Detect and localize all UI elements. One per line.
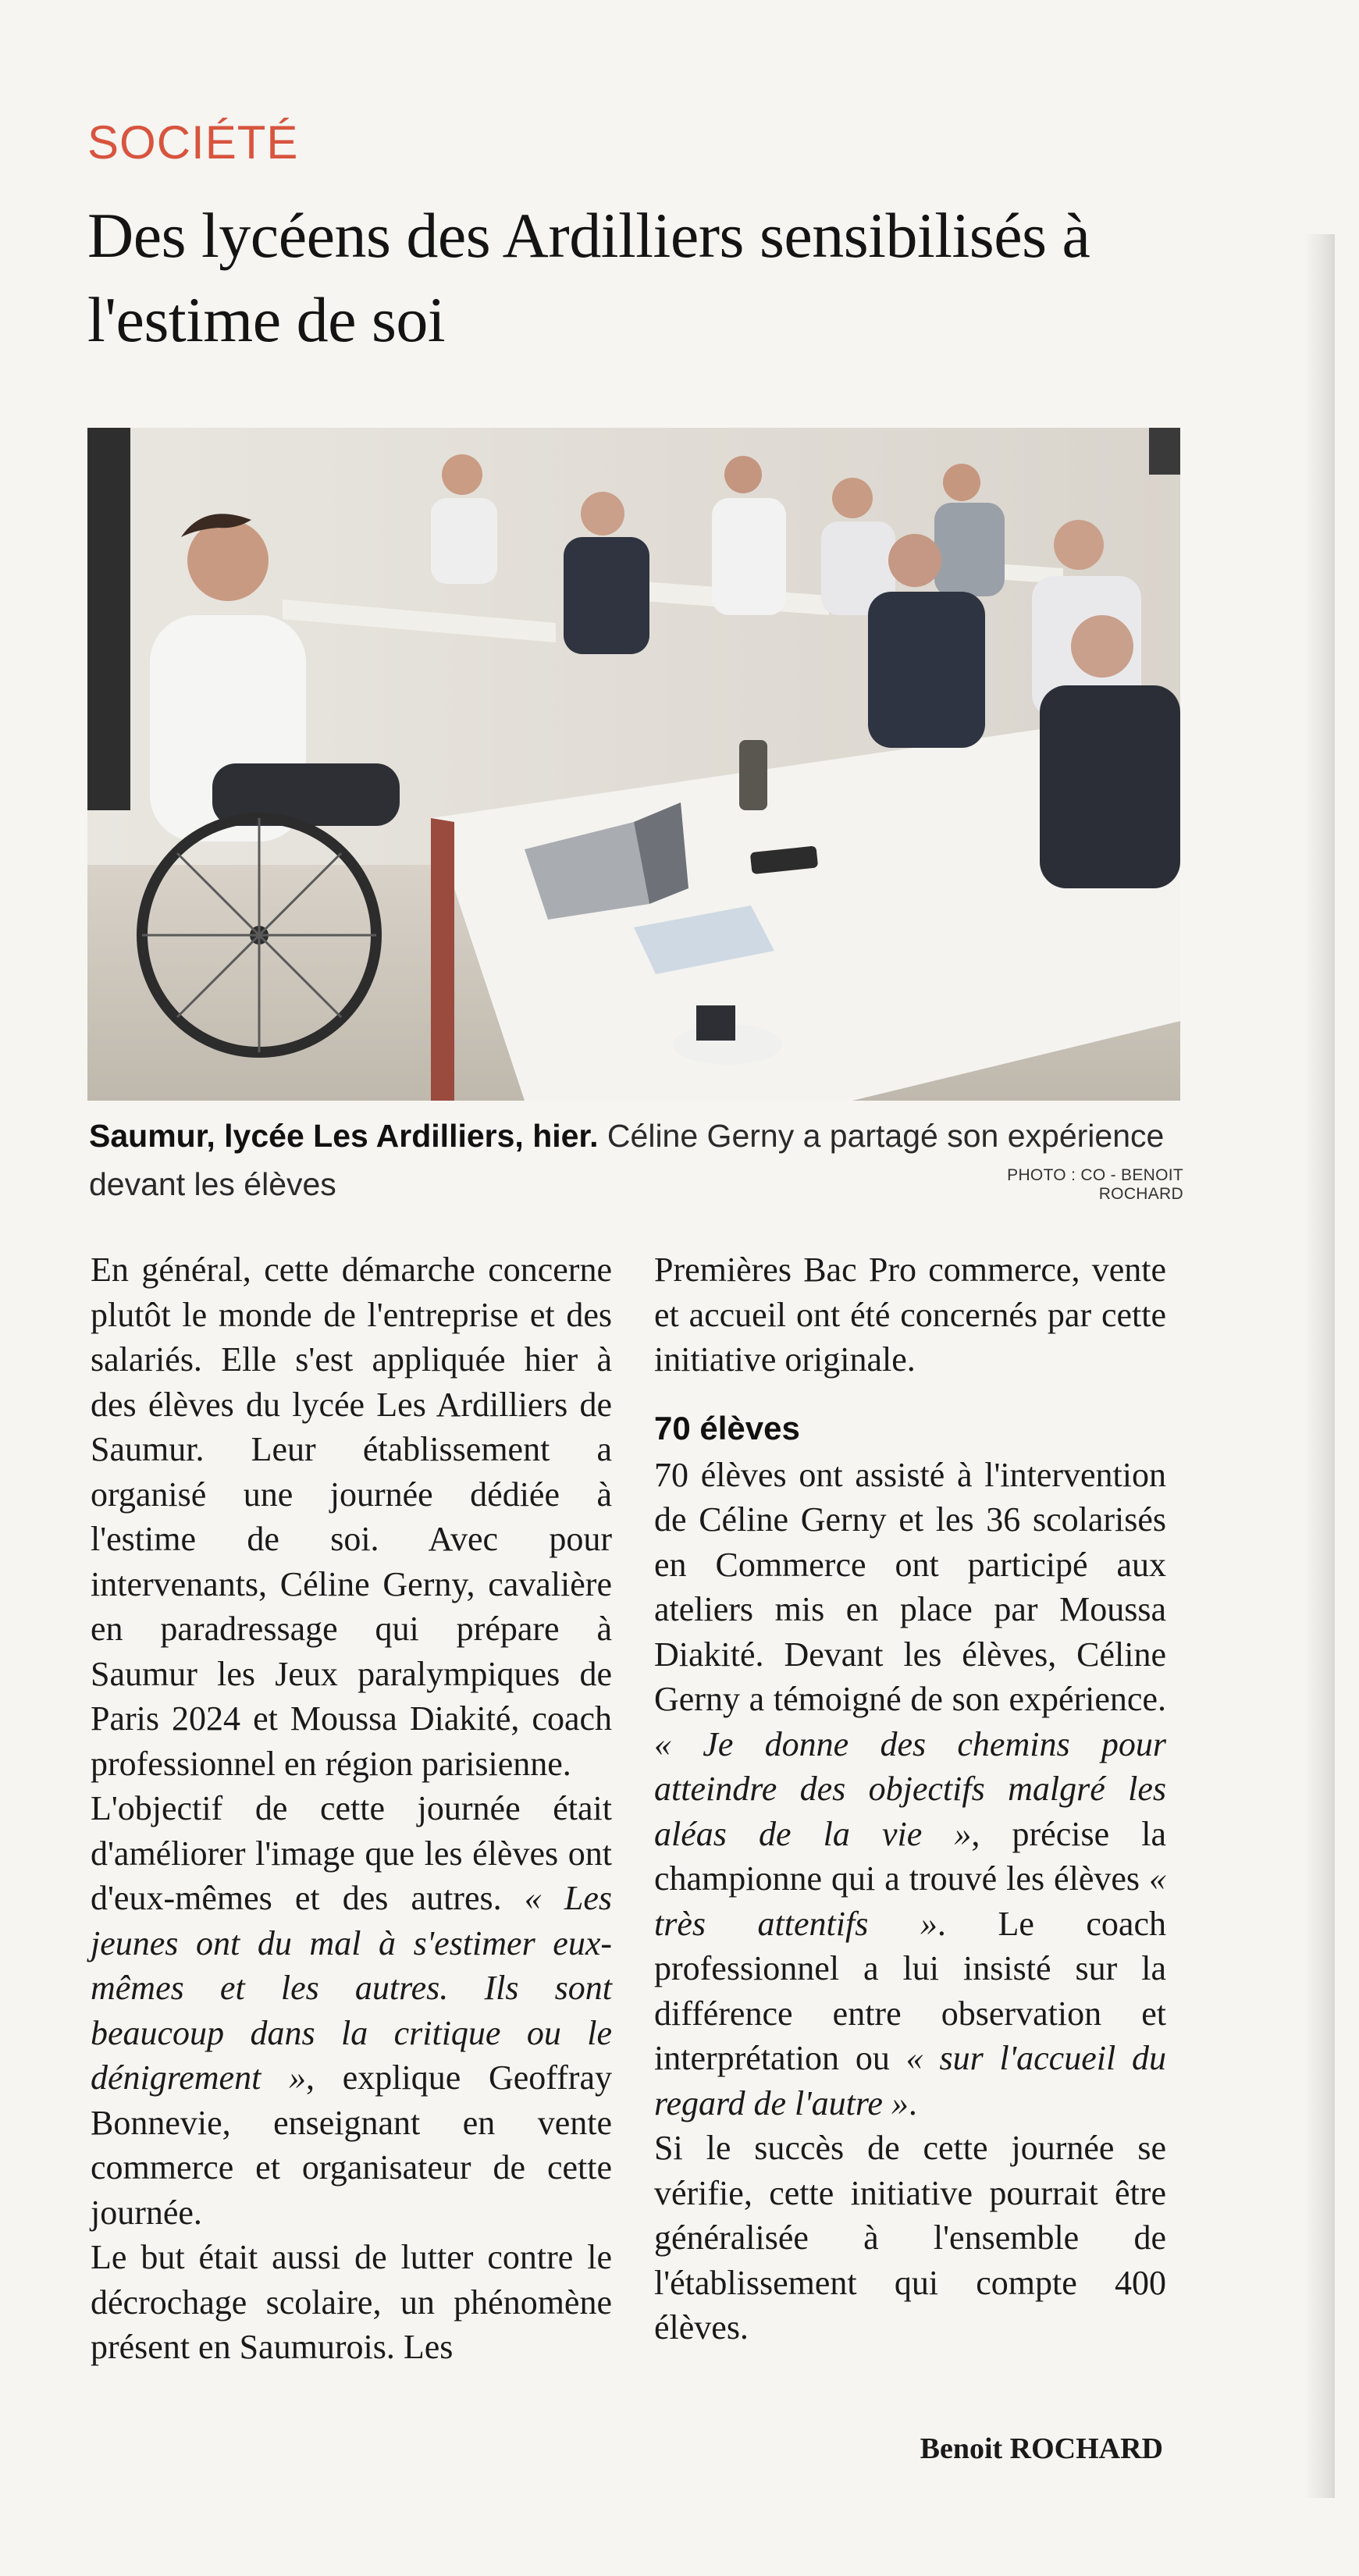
article-column-left — [91, 1247, 612, 2370]
paragraph-classes: Premières Bac Pro commerce, vente et accueil ont été concernés par cette initiative originale. — [654, 1251, 1166, 1379]
intervention-text: 70 élèves ont assisté à l'intervention de Céline Gerny et les 36 scolarisés en Commerce ont participé aux ateliers mis en place par Moussa Diakité. Devant les élèves, Céline Gerny a témoigné de son expérience. — [654, 1455, 1166, 1718]
author-byline: Benoit ROCHARD — [920, 2432, 1163, 2465]
objective-attribution: , explique Geoffray Bonnevie, enseignant en vente commerce et organisateur de cette journée. — [91, 2058, 612, 2232]
intervention-text-4: . — [908, 2083, 917, 2122]
speaker-quote: « Je donne des chemins pour atteindre des objectifs malgré les aléas de la vie » — [654, 1724, 1166, 1853]
photo-credit: PHOTO : CO - BENOIT ROCHARD — [1007, 1166, 1183, 1203]
teacher-quote: « Les jeunes ont du mal à s'estimer eux-mêmes et les autres. Ils sont beaucoup dans la critique ou le dénigrement » — [91, 1879, 612, 2097]
caption-location: Saumur, lycée Les Ardilliers, hier. — [89, 1118, 599, 1154]
coach-quote: « sur l'accueil du regard de l'autre » — [654, 2039, 1166, 2122]
intervention-text-3: . Le coach professionnel a lui insisté sur la différence entre observation et interprétation ou — [654, 1904, 1166, 2077]
article-headline: Des lycéens des Ardilliers sensibilisés à l'estime de soi — [87, 200, 1090, 355]
caption-description: Céline Gerny a partagé son expérience devant les élèves — [89, 1118, 1165, 1202]
intervention-text-2: , précise la championne qui a trouvé les élèves — [654, 1814, 1166, 1898]
paragraph-conclusion: Si le succès de cette journée se vérifie, cette initiative pourrait être généralisée à l'ensemble de l'établissement qui compte 400 élèves. — [654, 2129, 1166, 2347]
students-quote: « très attentifs » — [654, 1859, 1166, 1943]
section-rubric: SOCIÉTÉ — [87, 116, 299, 169]
classroom-photo-illustration — [87, 428, 1180, 1101]
article-column-right — [654, 1247, 1166, 2350]
paragraph-intro: En général, cette démarche concerne plutôt le monde de l'entreprise et des salariés. Elle s'est appliquée hier à des élèves du lycée Les Ardilliers de Saumur. Leur établissement a organisé une journée dédiée à l'estime de soi. Avec pour intervenants, Céline Gerny, cavalière en paradressage qui prépare à Saumur les Jeux paralympiques de Paris 2024 et Moussa Diakité, coach professionnel en région parisienne. — [91, 1251, 612, 1783]
article-photo — [87, 428, 1180, 1101]
paragraph-intervention — [654, 1453, 1166, 2126]
page-edge-shadow — [1304, 234, 1335, 2498]
objective-text: L'objectif de cette journée était d'améliorer l'image que les élèves ont d'eux-mêmes et des autres. — [91, 1789, 612, 1917]
paragraph-goal: Le but était aussi de lutter contre le décrochage scolaire, un phénomène présent en Saumurois. Les — [91, 2238, 612, 2366]
subheading: 70 élèves — [654, 1409, 800, 1446]
paragraph-objective — [91, 1786, 612, 2235]
